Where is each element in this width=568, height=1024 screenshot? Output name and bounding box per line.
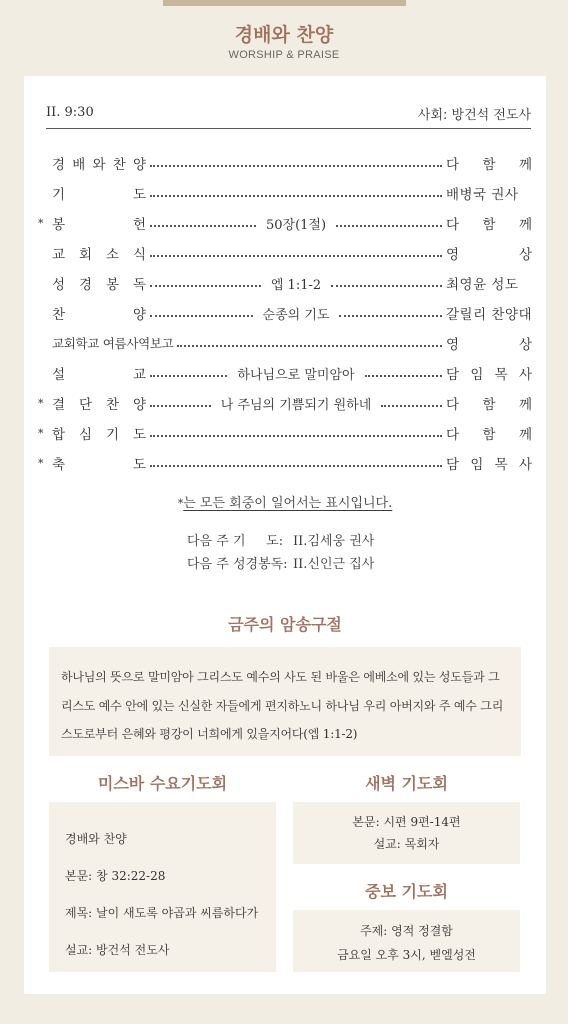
- wednesday-line: 경배와 찬양: [65, 832, 127, 846]
- order-of-worship: [38, 148, 532, 478]
- order-item: 기 도: [52, 187, 146, 203]
- order-detail: 나 주님의 기쁨되기 원하네: [220, 397, 372, 413]
- leader-dots: [150, 404, 211, 407]
- leader-dots: [331, 284, 442, 287]
- order-row: [38, 328, 532, 358]
- order-item: 교 회 소 식: [52, 247, 146, 263]
- order-item: 봉 헌: [52, 217, 146, 233]
- order-person: 영 상: [446, 337, 532, 353]
- leader-dots: [150, 254, 442, 257]
- order-item: 합 심 기 도: [52, 427, 146, 443]
- order-person: 담 임 목 사: [446, 367, 532, 383]
- memory-verse-title: 금주의 암송구절: [228, 615, 342, 634]
- intercession-box: [293, 910, 520, 972]
- next-week-label: 다음 주 기 도:: [187, 534, 284, 549]
- order-row: [38, 208, 532, 238]
- page-title: 경배와 찬양: [234, 24, 334, 46]
- leader-dots: [336, 224, 442, 227]
- standing-note: [24, 492, 546, 511]
- order-detail: 50장(1절): [265, 217, 327, 233]
- leader-dots: [150, 284, 261, 287]
- order-row: [38, 148, 532, 178]
- leader-dots: [150, 374, 227, 377]
- order-row: [38, 418, 532, 448]
- standing-note-text: 는 모든 회중이 일어서는 표시입니다.: [183, 496, 393, 511]
- order-person: 갈릴리 찬양대: [446, 307, 533, 323]
- service-leader: 사회: 방건석 전도사: [417, 108, 531, 123]
- next-week-row: [187, 553, 374, 576]
- order-row: [38, 298, 532, 328]
- order-item: 성 경 봉 독: [52, 277, 146, 293]
- order-item: 찬 양: [52, 307, 146, 323]
- order-row: [38, 388, 532, 418]
- leader-dots: [365, 374, 442, 377]
- order-person: 다 함 께: [446, 427, 532, 443]
- leader-dots: [381, 404, 442, 407]
- order-person: 배병국 권사: [446, 187, 519, 203]
- leader-dots: [150, 314, 253, 317]
- wednesday-line: 설교: 방건석 전도사: [65, 943, 170, 957]
- leader-dots: [150, 434, 442, 437]
- order-item: 경 배 와 찬 양: [52, 157, 146, 173]
- order-row: [38, 358, 532, 388]
- dawn-line: 본문: 시편 9편-14편: [352, 815, 461, 829]
- page-subtitle: WORSHIP & PRAISE: [228, 49, 340, 61]
- order-person: 다 함 께: [446, 157, 532, 173]
- intercession-line: 금요일 오후 3시, 벧엘성전: [337, 948, 476, 962]
- service-header: [46, 104, 531, 129]
- standing-mark: *: [38, 456, 44, 470]
- order-row: [38, 268, 532, 298]
- order-person: 담 임 목 사: [446, 457, 532, 473]
- leader-dots: [177, 344, 442, 347]
- next-week-label: 다음 주 성경봉독:: [187, 557, 288, 572]
- dawn-line: 설교: 목회자: [373, 837, 440, 851]
- order-person: 다 함 께: [446, 397, 532, 413]
- service-time: II. 9:30: [46, 105, 94, 120]
- leader-dots: [150, 164, 442, 167]
- memory-verse-box: 하나님의 뜻으로 말미암아 그리스도 예수의 사도 된 바울은 에베소에 있는 성도들과 그리스도 예수 안에 있는 신실한 자들에게 편지하노니 하나님 우리 아버지와 주 예수 그리스도로부터 은혜와 평강이 너희에게 있을지어다(엡 1:1-2): [49, 647, 521, 756]
- dawn-title: 새벽 기도회: [365, 774, 448, 793]
- order-row: [38, 178, 532, 208]
- top-accent-bar: [163, 0, 406, 6]
- order-item: 결 단 찬 양: [52, 397, 146, 413]
- standing-star: *: [177, 497, 184, 510]
- standing-mark: *: [38, 396, 44, 410]
- next-week-value: II.신인근 집사: [293, 557, 375, 572]
- leader-dots: [150, 464, 442, 467]
- order-detail: 순종의 기도: [262, 307, 330, 323]
- standing-mark: *: [38, 426, 44, 440]
- order-person: 다 함 께: [446, 217, 532, 233]
- leader-dots: [150, 194, 442, 197]
- order-item: 설 교: [52, 367, 146, 383]
- order-detail: 엡 1:1-2: [270, 277, 322, 293]
- order-person: 최영윤 성도: [446, 277, 519, 293]
- wednesday-line: 제목: 날이 새도록 야곱과 씨름하다가: [65, 906, 259, 920]
- next-week-list: [187, 530, 374, 576]
- order-person: 영 상: [446, 247, 532, 263]
- standing-mark: *: [38, 216, 44, 230]
- bulletin-card: [24, 76, 546, 994]
- leader-dots: [150, 224, 256, 227]
- next-week-value: II.김세웅 권사: [293, 534, 375, 549]
- next-week-row: [187, 530, 374, 553]
- order-row: [38, 448, 532, 478]
- intercession-line: 주제: 영적 정결함: [360, 924, 453, 938]
- order-item: 교회학교 여름사역보고: [52, 336, 174, 351]
- order-item: 축 도: [52, 457, 146, 473]
- wednesday-title: 미스바 수요기도회: [97, 774, 228, 793]
- dawn-box: [293, 802, 520, 864]
- wednesday-box: [49, 802, 276, 972]
- order-row: [38, 238, 532, 268]
- intercession-title: 중보 기도회: [365, 882, 448, 901]
- wednesday-line: 본문: 창 32:22-28: [65, 869, 166, 883]
- leader-dots: [339, 314, 442, 317]
- order-detail: 하나님으로 말미암아: [237, 367, 355, 383]
